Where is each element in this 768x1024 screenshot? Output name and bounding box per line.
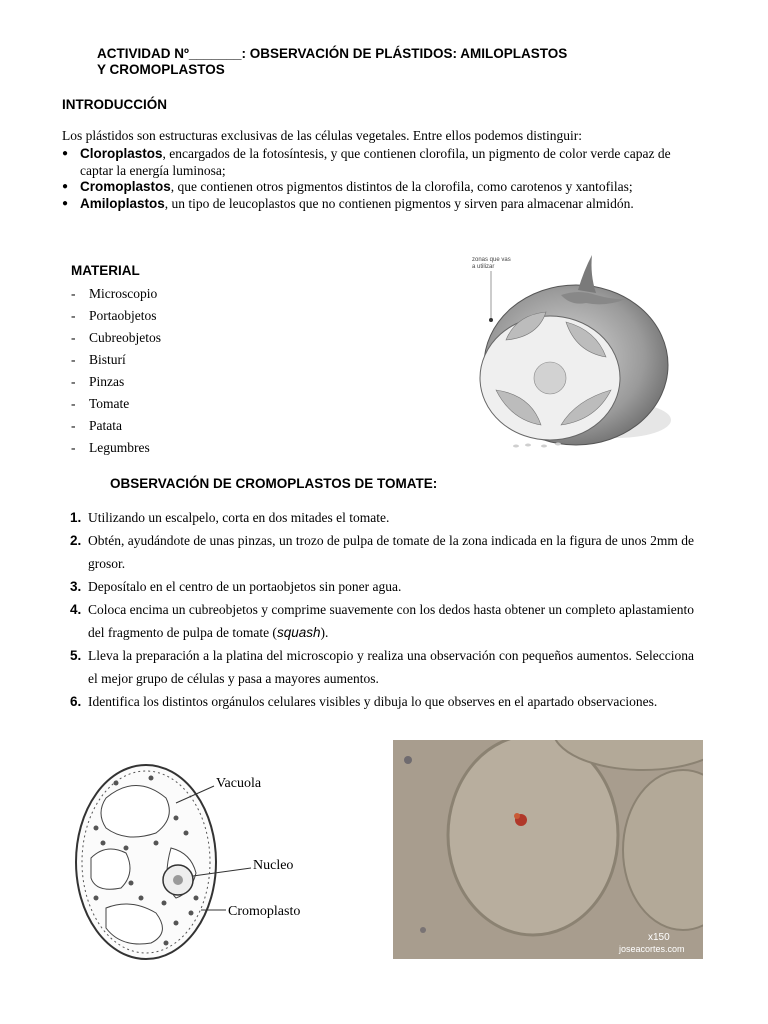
step-text: Coloca encima un cubreobjetos y comprime suavemente con los dedos hasta obtener un completo aplastamiento del fragmento de pulpa de tomate ( [88, 602, 694, 640]
material-item: Patata [89, 418, 122, 433]
step-number: 2. [70, 533, 82, 548]
material-item: Microscopio [89, 286, 158, 301]
tomato-label-line2: a utilizar [472, 264, 495, 270]
tomato-label-line1: zonas que vas [472, 257, 511, 263]
list-item [62, 146, 702, 179]
step-text: ). [320, 625, 329, 640]
list-item: - Legumbres [71, 440, 150, 455]
activity-title [97, 46, 567, 78]
step-item [70, 598, 694, 644]
material-item: Legumbres [89, 440, 150, 455]
cell-diagram [66, 758, 336, 964]
list-item: - Pinzas [71, 374, 125, 389]
list-item: - Microscopio [71, 286, 158, 301]
step-number: 4. [70, 602, 82, 617]
plastid-list [62, 146, 702, 212]
step-number: 6. [70, 694, 82, 709]
term-description: , que contienen otros pigmentos distintos de la clorofila, como carotenos y xantofilas; [170, 179, 633, 194]
list-item [62, 179, 702, 196]
procedure-steps [70, 506, 694, 713]
step-text: Obtén, ayudándote de unas pinzas, un trozo de pulpa de tomate de la zona indicada en la figura de unos 2mm de grosor. [88, 533, 694, 571]
observation-heading: OBSERVACIÓN DE CROMOPLASTOS DE TOMATE: [110, 476, 438, 491]
material-item: Tomate [89, 396, 130, 411]
list-item: - Patata [71, 418, 122, 433]
tomato-illustration [466, 250, 678, 455]
step-text: Identifica los distintos orgánulos celulares visibles y dibuja lo que observes en el apartado observaciones. [88, 694, 658, 709]
photo-magnification: x150 [648, 932, 670, 943]
step-text: Lleva la preparación a la platina del microscopio y realiza una observación con pequeños aumentos. Selecciona el mejor grupo de células y pasa a mayores aumentos. [88, 648, 694, 686]
step-item [70, 506, 694, 529]
material-item: Cubreobjetos [89, 330, 161, 345]
term-description: , un tipo de leucoplastos que no contienen pigmentos y sirven para almacenar almidón. [164, 195, 634, 211]
term-cloroplastos: Cloroplastos [80, 146, 163, 161]
material-list [71, 284, 161, 460]
term-cromoplastos: Cromoplastos [80, 179, 171, 194]
material-item: Bisturí [89, 352, 126, 367]
microscope-photo [393, 740, 703, 959]
step-number: 3. [70, 579, 82, 594]
list-item: - Cubreobjetos [71, 330, 161, 345]
material-item: Portaobjetos [89, 308, 157, 323]
step-text: Utilizando un escalpelo, corta en dos mitades el tomate. [88, 510, 390, 525]
step-number: 5. [70, 648, 82, 663]
intro-heading: INTRODUCCIÓN [62, 97, 167, 112]
step-emphasis: squash [276, 625, 321, 640]
list-item: - Tomate [71, 396, 130, 411]
step-text: Deposítalo en el centro de un portaobjetos sin poner agua. [88, 579, 402, 594]
photo-credit: joseacortes.com [619, 944, 685, 954]
step-item [70, 575, 694, 598]
title-line-1: ACTIVIDAD Nº_______: OBSERVACIÓN DE PLÁSTIDOS: AMILOPLASTOS [97, 46, 568, 61]
label-vacuola: Vacuola [216, 776, 262, 791]
material-heading: MATERIAL [71, 263, 140, 278]
list-item: - Bisturí [71, 352, 126, 367]
step-number: 1. [70, 510, 82, 525]
label-cromoplasto: Cromoplasto [228, 904, 301, 919]
step-item [70, 644, 694, 690]
term-description: , encargados de la fotosíntesis, y que contienen clorofila, un pigmento de color verde capaz de captar la energía luminosa; [80, 146, 671, 178]
step-item [70, 690, 694, 713]
material-item: Pinzas [89, 374, 125, 389]
list-item: - Portaobjetos [71, 308, 157, 323]
title-line-2: Y CROMOPLASTOS [97, 62, 225, 77]
list-item [62, 196, 702, 213]
intro-text: Los plástidos son estructuras exclusivas de las células vegetales. Entre ellos podemos distinguir: [62, 128, 583, 143]
term-amiloplastos: Amiloplastos [80, 195, 165, 211]
step-item [70, 529, 694, 575]
label-nucleo: Nucleo [253, 858, 294, 873]
